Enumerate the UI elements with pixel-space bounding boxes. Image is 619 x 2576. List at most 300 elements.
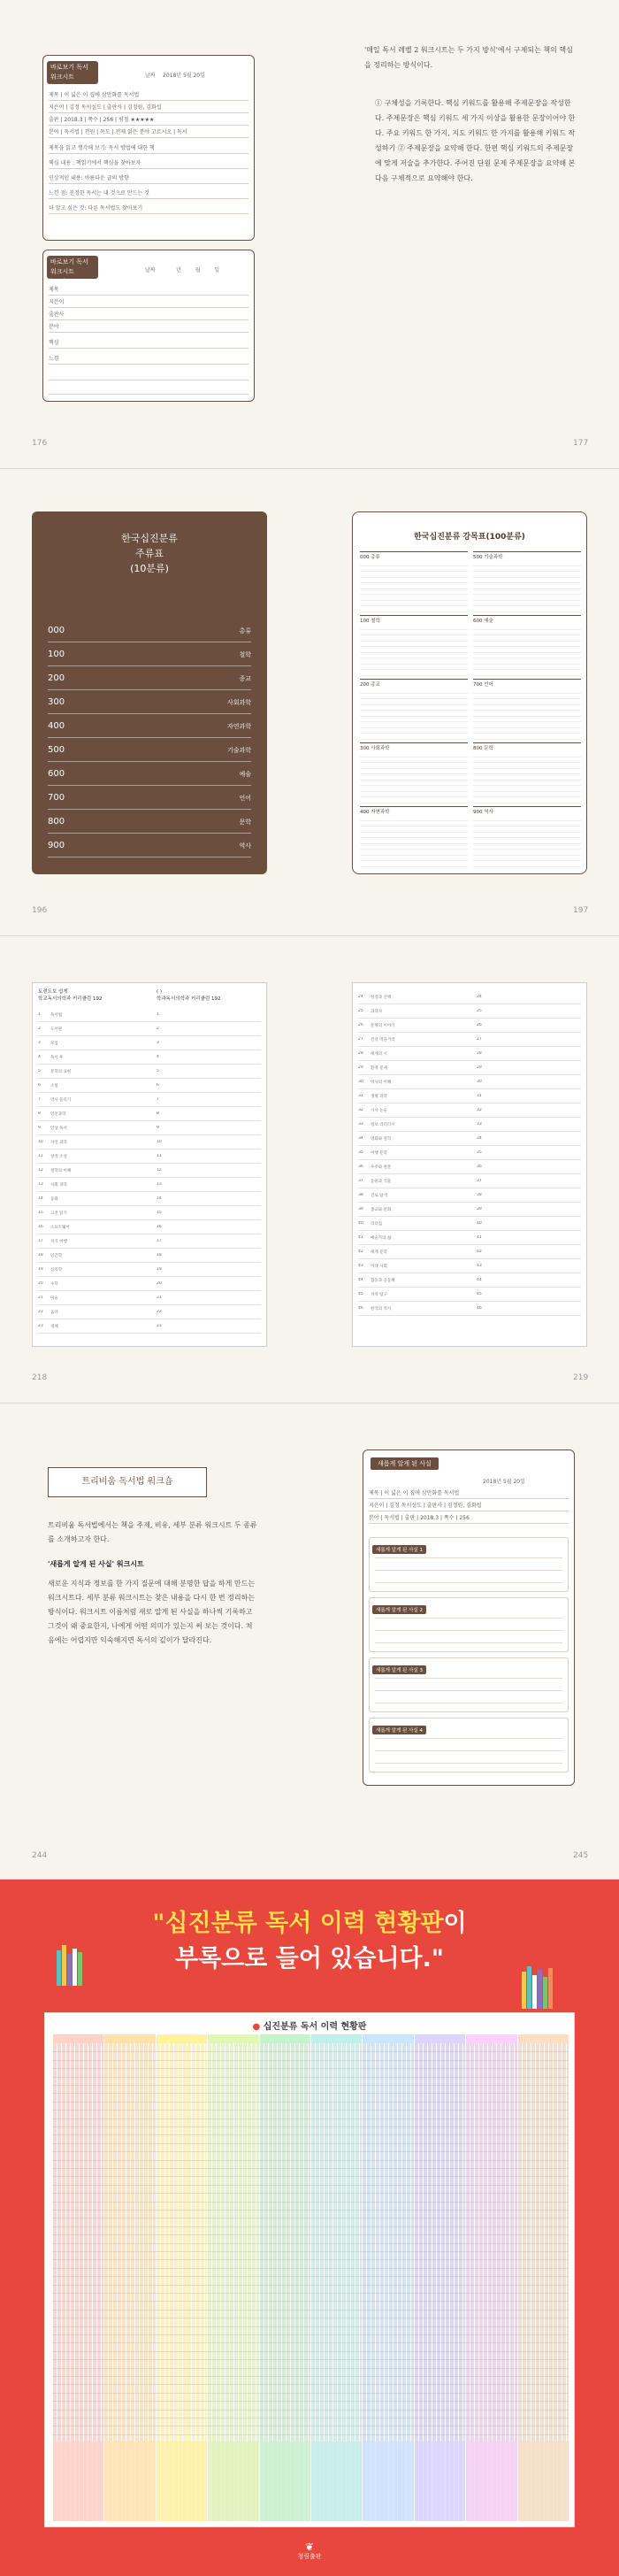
page-number: 244 [32,1851,48,1860]
poster-title-text: 십진분류 독서 이력 현황판 [263,2022,367,2032]
kdc-row [48,763,251,786]
kdc-label: 사회과학 [226,699,251,706]
kdc-number: 100 [48,650,65,659]
fact-line [375,1738,562,1739]
curriculum-index: 20 [38,1281,43,1286]
poster-row-line [52,2310,569,2311]
date-value: 2018년 5월 20일 [163,73,205,79]
poster-row-line [52,2301,569,2302]
kdc100-title: 한국십진분류 강목표(100분류) [414,533,525,542]
curriculum-index-b: 9 [157,1126,159,1130]
curriculum-title: 독서 후 [50,1056,64,1060]
curriculum-title: 세계 문학 [371,1250,387,1255]
curriculum-index: 6 [38,1083,41,1088]
poster-row-line [52,2359,569,2360]
curriculum-title: 인상 독서 [50,1127,67,1131]
poster-row-line [52,2093,569,2094]
curriculum-title: 협동과 공동체 [371,1279,395,1283]
curriculum-title: 종교와 문화 [371,1208,392,1212]
curriculum-index-b: 40 [477,1221,482,1226]
curriculum-index-b: 15 [157,1211,162,1215]
curriculum-index: 33 [358,1122,363,1127]
fact-line [375,1678,562,1679]
curriculum-index-b: 18 [157,1253,162,1257]
card-row: 분야 | 독서법 | 전원 | 독도 | 전제 읽은 분야 고르시오 | 독서 [49,128,248,138]
poster-row-line [52,2268,569,2269]
curriculum-row [358,1188,581,1203]
fact-section-label: 새롭게 알게 된 사실 1 [372,1545,426,1554]
poster-band-header [260,2034,310,2043]
curriculum-title: 심리학 [50,1268,63,1273]
spread-1 [0,0,619,469]
intro-text: 트리비움 독서법에서는 책을 주제, 비유, 세부 분류 워크시트 두 종류를 소개하고자 한다. [48,1521,257,1543]
curriculum-index-b: 38 [477,1193,482,1197]
curriculum-row [38,1206,261,1220]
curriculum-title: 역사의 이해 [371,1080,392,1085]
poster-band-header [518,2034,569,2043]
poster-category-band [156,2034,207,2521]
curriculum-index: 43 [358,1264,363,1268]
curriculum-index: 25 [358,1009,363,1013]
curriculum-index: 45 [358,1292,363,1296]
fact-line [375,1570,562,1571]
curriculum-title: 고전 읽기 [50,1211,67,1216]
curriculum-title: 문명의 이야기 [371,1024,395,1028]
curriculum-index-b: 24 [477,995,482,999]
poster-row-line [52,2077,569,2078]
curriculum-row [38,1008,261,1022]
kdc100-line [473,797,581,804]
curriculum-row [358,1103,581,1118]
poster-row-line [52,2285,569,2286]
curriculum-row [358,1033,581,1047]
curriculum-index: 41 [358,1235,363,1240]
poster-row-line [52,2151,569,2152]
card-row: 제목 | 이 넓은 이 집에 삼만화를 독서법 [369,1489,569,1499]
fact-line [375,1690,562,1691]
kdc100-table [352,511,587,874]
fact-section-label: 새롭게 알게 된 사실 3 [372,1665,426,1674]
curriculum-index-b: 8 [157,1111,159,1116]
poster-band-base [363,2441,413,2521]
poster-row-line [52,2342,569,2343]
kdc-number: 900 [48,841,65,850]
curriculum-table-left [32,982,267,1347]
poster-row-line [52,2276,569,2277]
page-number: 245 [573,1851,589,1860]
card-row: 출판사 [49,311,248,320]
curriculum-row [38,1107,261,1121]
poster-grid [52,2034,569,2521]
curriculum-row [38,1305,261,1319]
curriculum-title: 과학사 [371,1010,383,1014]
poster-category-band [362,2034,413,2521]
poster-row-line [52,2293,569,2294]
kdc100-section-label: 700 언어 [473,682,493,688]
kdc-number: 700 [48,793,65,803]
kdc100-section [473,679,581,739]
curriculum-index-b: 23 [157,1324,162,1328]
poster-row-line [52,2160,569,2161]
curriculum-index: 22 [38,1310,43,1314]
curriculum-row [358,1174,581,1188]
curriculum-row [38,1220,261,1234]
curriculum-table-right [352,982,587,1347]
curriculum-row [358,1047,581,1061]
card-row: 제목 | 이 넓은 이 집에 삼만화를 독서법 [49,91,248,101]
kdc-number: 000 [48,626,65,635]
curriculum-title: 지역 탐구 [371,1293,387,1297]
kdc-row [48,643,251,666]
curriculum-row [38,1121,261,1135]
poster-row-line [52,2185,569,2186]
headline-line2: 부록으로 들어 있습니다." [175,1945,444,1972]
curriculum-index-b: 42 [477,1250,482,1254]
headline-highlight: "십진분류 독서 이력 현황판 [152,1910,444,1937]
poster-row-line [52,2251,569,2252]
curriculum-row [38,1093,261,1107]
curriculum-row [358,1203,581,1217]
curriculum-index: 24 [358,995,363,999]
card-note: 느낀 점: 진정한 독서는 내 것으로 만드는 것 [49,189,248,199]
page-number: 176 [32,439,48,448]
curriculum-title: 우주와 천문 [371,1165,392,1170]
curriculum-row [38,1022,261,1036]
kdc100-section-label: 800 문학 [473,746,493,751]
poster-row-line [52,2434,569,2435]
curriculum-header-b: ( ) 학과독서의학과 커리큘럼 192 [157,989,221,1002]
kdc-number: 300 [48,697,65,707]
card-blank-line [49,385,248,395]
curriculum-index: 35 [358,1150,363,1155]
poster-row-line [52,2259,569,2260]
kdc-label: 역사 [239,842,251,850]
curriculum-index-b: 26 [477,1023,482,1027]
curriculum-index-b: 5 [157,1069,159,1073]
curriculum-row [358,1132,581,1146]
poster-row-line [52,2060,569,2061]
poster-band-base [208,2441,258,2521]
poster-band-header [363,2034,413,2043]
kdc-number: 500 [48,745,65,755]
curriculum-index: 39 [358,1207,363,1211]
card-note: 인상적인 내용: 아름다운 글의 방향 [49,174,248,184]
kdc100-line [360,861,468,867]
poster-row-line [52,2134,569,2135]
kdc-number: 200 [48,673,65,683]
poster-category-band [103,2034,155,2521]
kdc-label: 언어 [239,795,251,802]
kdc-title: 한국십진분류 주류표 (10분류) [121,533,178,574]
curriculum-title: 미술 [50,1296,58,1301]
curriculum-index: 23 [38,1324,43,1328]
kdc100-section-label: 600 예술 [473,619,493,624]
curriculum-index-b: 22 [157,1310,162,1314]
kdc-label: 종교 [239,675,251,682]
curriculum-row [358,1231,581,1245]
curriculum-index-b: 37 [477,1179,482,1183]
curriculum-index: 31 [358,1094,363,1098]
kdc100-section [360,806,468,866]
curriculum-title: 사회 과학 [50,1183,67,1188]
fact-section-label: 새롭게 알게 된 사실 4 [372,1726,426,1734]
curriculum-index: 38 [358,1193,363,1197]
headline-suffix: 이 [443,1910,467,1937]
fact-line [375,1763,562,1764]
body-text: 새로운 지식과 정보를 한 가지 질문에 대해 분명한 답을 하게 만드는 워크시트다. 세부 분류 워크시트는 찾은 내용을 다시 한 번 정리하는 방식이다. 워크시트 이름처럼 새로 알게 된 사실을 하나씩 기록하고 그것이 왜 중요한지, 나에게 어떤 의미가 있는지 써 보는 것이다. 처음에는 어렵지만 익숙해지면 독서의 깊이가 달라진다. [48,1580,256,1644]
curriculum-row [358,1160,581,1174]
kdc100-section [473,806,581,866]
poster-category-band [52,2034,103,2521]
card-row: 지은이 | 김정 독서설도 | 출판사 | 김정원, 김화섭 [49,104,248,113]
poster-row-line [52,2085,569,2086]
worksheet-card-level2-filled [42,55,255,241]
curriculum-row [38,1178,261,1192]
poster-band-header [53,2034,103,2043]
poster-band-header [104,2034,155,2043]
kdc-row [48,834,251,857]
poster-row-line [52,2243,569,2244]
poster-band-header [208,2034,258,2043]
curriculum-title: 영화와 철학 [371,1137,392,1142]
publisher-logo [0,2541,619,2561]
fact-section [369,1597,569,1652]
curriculum-row [38,1036,261,1050]
curriculum-index-b: 35 [477,1150,482,1155]
curriculum-index: 8 [38,1111,41,1116]
curriculum-title: 문학의 표현 [50,1070,72,1074]
curriculum-index-b: 25 [477,1009,482,1013]
date-fields: 년 월 일 [176,267,220,273]
poster-row-line [52,2176,569,2177]
fact-line [375,1582,562,1583]
curriculum-index: 27 [358,1037,363,1042]
kdc-row [48,619,251,642]
poster-band-header [415,2034,465,2043]
curriculum-index: 15 [38,1211,43,1215]
curriculum-title: 인간학 [50,1254,63,1258]
poster-band-header [311,2034,362,2043]
poster-band-header [157,2034,207,2043]
kdc100-section [473,615,581,675]
curriculum-index: 42 [358,1250,363,1254]
curriculum-index-b: 6 [157,1083,159,1088]
curriculum-index: 16 [38,1225,43,1229]
curriculum-index-b: 12 [157,1168,162,1173]
card-note: 핵심 내용 : 책읽기에서 핵심을 찾아보자 [49,159,248,169]
curriculum-index: 34 [358,1136,363,1141]
worksheet-title-box: 트리비움 독서법 워크숍 [48,1467,207,1497]
card-note: 더 알고 싶은 것: 다른 독서법도 찾아보기 [49,204,248,214]
poster-category-band [414,2034,465,2521]
kdc-row [48,811,251,834]
kdc100-line [360,606,468,612]
poster-row-line [52,2351,569,2352]
date-label: 날짜 [145,267,156,273]
poster-row-line [52,2376,569,2377]
card-title-tab: 새롭게 알게 된 사실 [371,1457,439,1470]
curriculum-index-b: 10 [157,1140,162,1144]
publisher-icon: ❦ [304,2541,315,2553]
curriculum-row [358,1089,581,1103]
curriculum-title: 동화 [50,1197,58,1202]
curriculum-title: 환경 문제 [371,1066,387,1071]
poster-row-line [52,2168,569,2169]
fact-line [375,1557,562,1558]
poster-row-line [52,2234,569,2235]
poster-row-line [52,2326,569,2327]
card-note: 제목을 읽고 생각해 보기: 독서 방법에 대한 책 [49,144,248,154]
curriculum-row [358,1118,581,1132]
curriculum-index-b: 45 [477,1292,482,1296]
curriculum-row [38,1050,261,1065]
curriculum-index: 32 [358,1108,363,1112]
card-row: 지은이 [49,298,248,308]
kdc100-section [360,615,468,675]
curriculum-index: 44 [358,1278,363,1282]
curriculum-index: 3 [38,1041,41,1045]
worksheet-card-level2-blank [42,250,255,402]
curriculum-index-b: 27 [477,1037,482,1042]
curriculum-row [38,1263,261,1277]
curriculum-row [38,1150,261,1164]
fact-section-label: 새롭게 알게 된 사실 2 [372,1605,426,1614]
curriculum-row [358,1075,581,1089]
poster-row-line [52,2193,569,2194]
curriculum-row [38,1277,261,1291]
kdc100-line [473,670,581,676]
curriculum-index-b: 41 [477,1235,482,1240]
curriculum-index-b: 21 [157,1296,162,1300]
spread-2 [0,469,619,936]
curriculum-index-b: 2 [157,1027,159,1031]
kdc100-section-label: 400 자연과학 [360,810,390,815]
curriculum-title: 정보 리터러시 [371,1123,395,1127]
curriculum-index: 26 [358,1023,363,1027]
kdc-row [48,691,251,714]
kdc-row [48,715,251,738]
kdc-label: 자연과학 [226,723,251,730]
poster-row-line [52,2126,569,2127]
fact-section [369,1657,569,1712]
curriculum-row [38,1192,261,1206]
fact-section [369,1537,569,1592]
kdc100-section [473,742,581,803]
kdc-label: 철학 [239,651,251,658]
curriculum-row [358,1245,581,1259]
curriculum-title: 예술가의 삶 [371,1236,392,1241]
curriculum-title: 독서법 [50,1013,63,1018]
curriculum-index: 29 [358,1065,363,1070]
curriculum-title: 창작 소설 [50,1155,67,1159]
curriculum-index-b: 19 [157,1267,162,1272]
card-row: 느낌 [49,355,248,365]
poster-row-line [52,2118,569,2119]
kdc-row [48,787,251,810]
curriculum-row [38,1079,261,1093]
curriculum-index-b: 11 [157,1154,162,1158]
curriculum-index-b: 4 [157,1055,159,1059]
curriculum-title: 역사 올리기 [50,1098,72,1103]
curriculum-row [38,1234,261,1249]
card-row: 분야 | 독서법 | 출판 | 2018.3 | 쪽수 | 256 [369,1514,569,1524]
poster-category-band [207,2034,258,2521]
card-row: 핵심 [49,339,248,349]
curriculum-index: 18 [38,1253,43,1257]
poster-title [45,2019,574,2032]
curriculum-index: 37 [358,1179,363,1183]
curriculum-index-b: 20 [157,1281,162,1286]
curriculum-title: 여행 문학 [371,1151,387,1156]
curriculum-title: 건강 먹을거리 [371,1038,395,1042]
curriculum-title: 진로 탐색 [371,1194,387,1198]
curriculum-title: 철학의 이해 [50,1169,72,1173]
poster-band-base [311,2441,362,2521]
books-right-icon [520,1965,564,2009]
poster-band-base [104,2441,155,2521]
curriculum-index: 30 [358,1080,363,1084]
subhead: '새롭게 알게 된 사실' 워크시트 [48,1560,144,1568]
curriculum-title: 세계의 시 [371,1052,387,1057]
curriculum-row [38,1135,261,1150]
curriculum-index: 46 [358,1306,363,1311]
curriculum-index: 17 [38,1239,43,1243]
curriculum-title: 성장과 선택 [371,996,392,1000]
publisher-name: 청림출판 [297,2553,322,2560]
curriculum-title: 리더십 [371,1222,383,1226]
poster-row-line [52,2410,569,2411]
kdc-row [48,667,251,690]
kdc100-line [473,606,581,612]
curriculum-index: 12 [38,1168,43,1173]
right-page-intro: '매일 독서 레벨 2 워크시트는 두 가지 방식'에서 구제되는 책의 핵심을 정리하는 방식이다. [364,46,573,69]
curriculum-index-b: 7 [157,1097,159,1102]
kdc-label: 예술 [239,771,251,778]
kdc100-section-label: 900 역사 [473,810,493,815]
curriculum-row [358,990,581,1004]
card-row: 지은이 | 김정 독서설도 | 출판사 | 김정원, 김화섭 [369,1502,569,1511]
kdc-number: 800 [48,817,65,827]
curriculum-index: 40 [358,1221,363,1226]
curriculum-title: 음악 [50,1311,58,1315]
poster-band-base [415,2441,465,2521]
curriculum-index-b: 44 [477,1278,482,1282]
curriculum-index-b: 46 [477,1306,482,1311]
curriculum-index-b: 32 [477,1108,482,1112]
worksheet-card-header: 바로보기 독서 워크시트 level 2 [47,256,98,279]
curriculum-index-b: 34 [477,1136,482,1141]
card-row: 출판 | 2018.3 | 쪽수 | 256 | 평점 ★★★★★ [49,116,248,126]
poster-band-base [157,2441,207,2521]
date-value: 2018년 5월 20일 [483,1479,525,1485]
curriculum-index: 9 [38,1126,41,1130]
curriculum-title: 미래 사회 [371,1265,387,1269]
curriculum-index: 4 [38,1055,41,1059]
curriculum-index-b: 16 [157,1225,162,1229]
kdc100-section [473,551,581,611]
curriculum-index-b: 43 [477,1264,482,1268]
curriculum-index: 14 [38,1196,43,1201]
curriculum-index-b: 36 [477,1165,482,1169]
books-left-icon [55,1942,90,1986]
curriculum-row [358,1288,581,1302]
kdc-number: 400 [48,721,65,731]
kdc-label: 기술과학 [226,747,251,754]
kdc100-line [360,734,468,740]
fact-line [375,1618,562,1619]
curriculum-row [38,1291,261,1305]
kdc100-line [360,797,468,804]
